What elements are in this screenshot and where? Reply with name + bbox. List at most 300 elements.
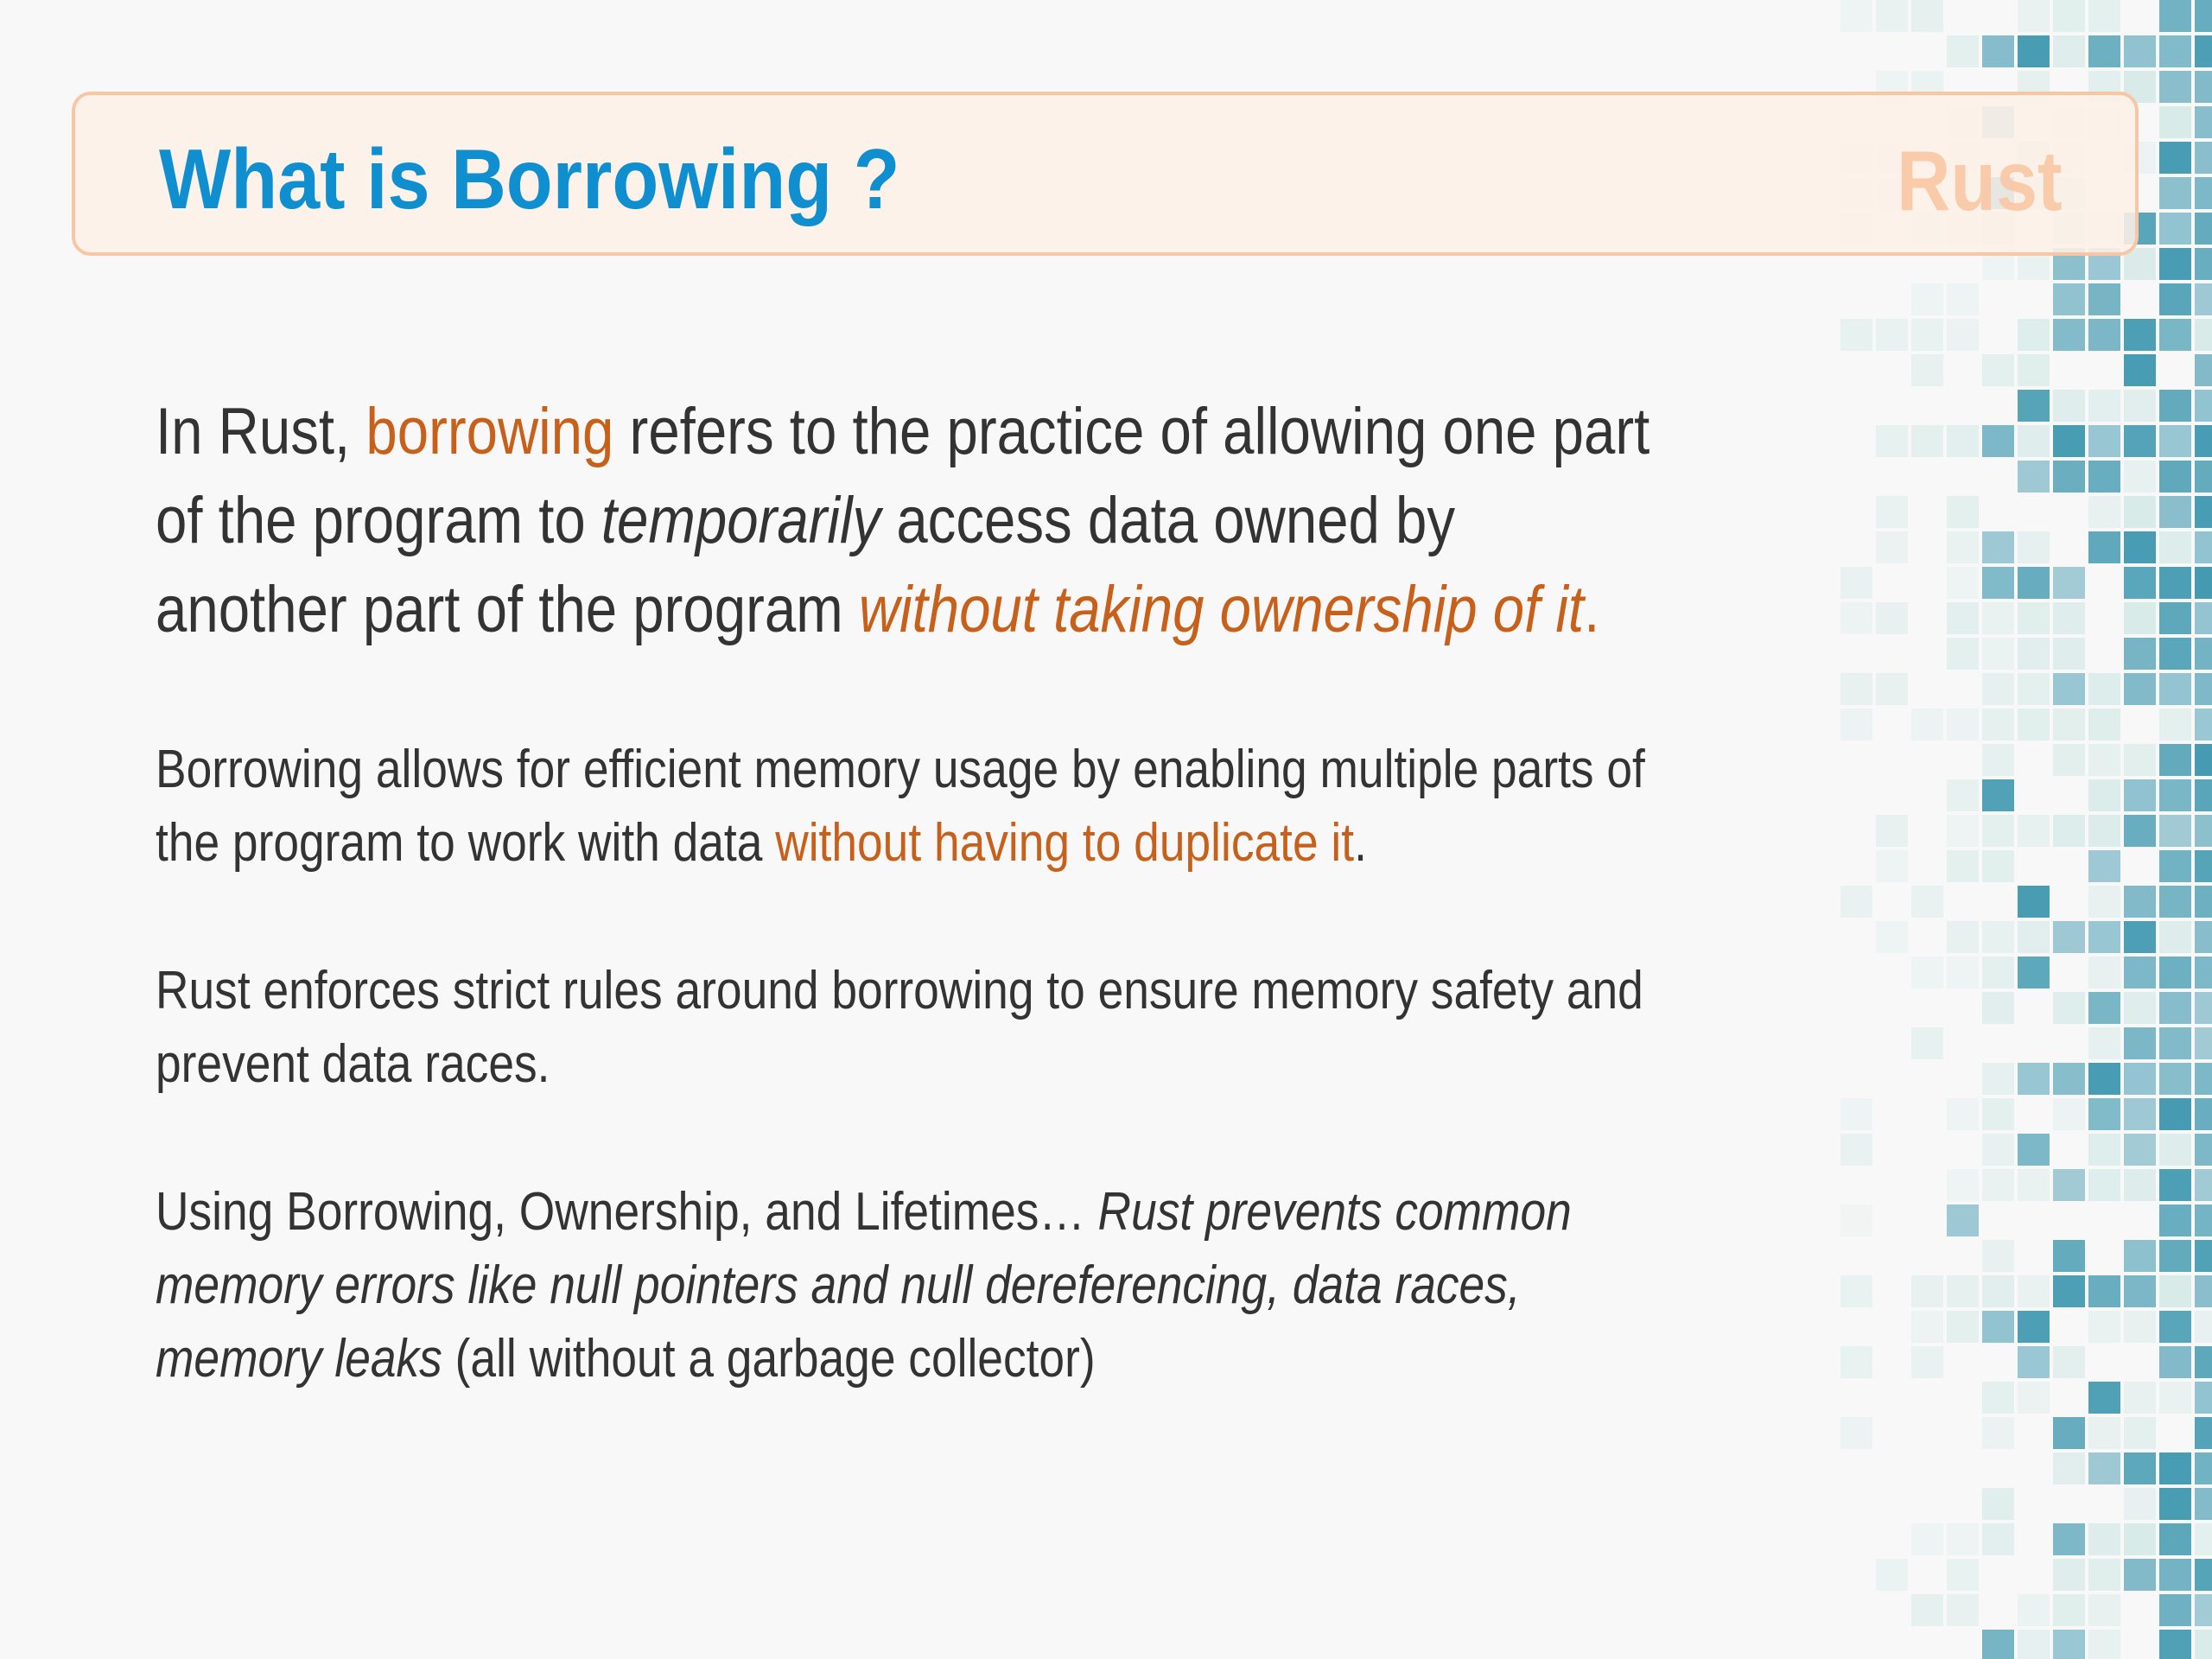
decorative-tile [2053,319,2085,351]
decorative-tile [2088,1417,2120,1449]
text-run: Borrowing allows for efficient memory usage by enabling multiple parts of the program to work with data [156,740,1645,873]
decorative-tile [2159,638,2191,670]
decorative-tile [1982,425,2014,457]
decorative-tile [2159,1240,2191,1272]
decorative-tile [2088,35,2120,67]
decorative-tile [2124,744,2156,776]
decorative-tile [2053,1098,2085,1130]
decorative-tile [1982,779,2014,811]
decorative-tile [1947,1311,1979,1343]
decorative-tile [2124,1240,2156,1272]
decorative-tile [2088,779,2120,811]
decorative-tile [2159,1134,2191,1166]
decorative-tile [1947,425,1979,457]
decorative-tile [1876,921,1908,953]
decorative-tile [1982,815,2014,847]
decorative-tile [2195,1311,2212,1343]
decorative-tile [2195,992,2212,1024]
decorative-tile [2124,1311,2156,1343]
decorative-tile [1982,354,2014,386]
decorative-tile [2159,1205,2191,1236]
decorative-tile [2195,709,2212,741]
decorative-tile [1911,283,1943,315]
decorative-tile [2195,886,2212,918]
decorative-tile [2159,461,2191,493]
decorative-tile [1840,1417,1872,1449]
decorative-tile [2088,1594,2120,1626]
decorative-tile [2195,106,2212,138]
text-run: refers to the practice of allowing one part of the program to [156,395,1650,557]
decorative-tile [2159,213,2191,245]
decorative-tile [2159,567,2191,599]
decorative-tile [1840,1205,1872,1236]
decorative-tile [2159,425,2191,457]
decorative-tile [2195,461,2212,493]
decorative-tile [1947,638,1979,670]
decorative-tile [2053,1523,2085,1555]
decorative-tile [2088,1063,2120,1095]
decorative-tile [2159,1346,2191,1378]
decorative-tile [1982,957,2014,988]
decorative-tile [2195,1205,2212,1236]
decorative-tile [2195,1523,2212,1555]
decorative-tile [1982,1311,2014,1343]
decorative-tile [2195,1452,2212,1484]
decorative-tile [2124,1382,2156,1414]
decorative-tile [1947,1594,1979,1626]
decorative-tile [2159,709,2191,741]
decorative-tile [2195,283,2212,315]
decorative-tile [2159,1063,2191,1095]
decorative-tile [2195,1169,2212,1201]
decorative-tile [1982,35,2014,67]
decorative-tile [2018,673,2050,705]
decorative-tile [2195,744,2212,776]
decorative-tile [2088,850,2120,882]
decorative-tile [1982,709,2014,741]
decorative-tile [2195,1382,2212,1414]
rust-watermark: Rust [1897,133,2063,228]
decorative-tile [1982,638,2014,670]
decorative-tile [2195,1346,2212,1378]
decorative-tile [2195,0,2212,32]
decorative-tile [2159,886,2191,918]
decorative-tile [1911,957,1943,988]
decorative-tile [2124,1169,2156,1201]
decorative-tile [2053,461,2085,493]
decorative-tile [2124,886,2156,918]
decorative-tile [2124,390,2156,422]
decorative-tile [2124,921,2156,953]
decorative-tile [2053,390,2085,422]
decorative-tile [1947,779,1979,811]
decorative-tile [2018,319,2050,351]
decorative-tile [2088,1134,2120,1166]
decorative-tile [2053,638,2085,670]
decorative-tile [1947,957,1979,988]
decorative-tile [2195,1488,2212,1520]
decorative-tile [2159,1452,2191,1484]
decorative-tile [1982,1488,2014,1520]
decorative-tile [1840,1275,1872,1307]
decorative-tile [2159,283,2191,315]
decorative-tile [2159,815,2191,847]
text-run: . [1354,813,1367,873]
decorative-tile [2159,673,2191,705]
decorative-tile [2159,1559,2191,1591]
decorative-tile [2053,602,2085,634]
decorative-tile [2053,1417,2085,1449]
decorative-tile [2195,602,2212,634]
decorative-tile [2159,1488,2191,1520]
decorative-tile [2124,602,2156,634]
decorative-tile [2088,1098,2120,1130]
decorative-tile [2195,1630,2212,1659]
decorative-tile [1947,567,1979,599]
decorative-tile [2124,815,2156,847]
decorative-tile [2088,1169,2120,1201]
decorative-tile [2088,496,2120,528]
decorative-tile [2195,1594,2212,1626]
decorative-tile [2195,1098,2212,1130]
decorative-tile [2018,354,2050,386]
decorative-tile [2124,779,2156,811]
decorative-tile [2088,1630,2120,1659]
paragraph-memory-errors [156,1175,1656,1395]
decorative-tile [2124,461,2156,493]
decorative-tile [2159,1098,2191,1130]
decorative-tile [2159,106,2191,138]
decorative-tile [1982,850,2014,882]
decorative-tile [2124,425,2156,457]
decorative-tile [2018,1630,2050,1659]
decorative-tile [1982,1063,2014,1095]
decorative-tile [2018,1169,2050,1201]
decorative-tile [2053,744,2085,776]
decorative-tile [1947,850,1979,882]
decorative-tile [1876,815,1908,847]
decorative-tile [2018,921,2050,953]
decorative-tile [2018,390,2050,422]
decorative-tile [2159,531,2191,563]
decorative-tile [2053,1346,2085,1378]
decorative-tile [1911,354,1943,386]
highlight-without-ownership: without taking ownership of it [858,573,1585,646]
decorative-tile [2195,319,2212,351]
decorative-tile [2124,638,2156,670]
decorative-tile [2195,921,2212,953]
decorative-tile [1947,815,1979,847]
emphasis-temporarily: temporarily [601,484,881,557]
decorative-tile [1876,0,1908,32]
decorative-tile [2195,1027,2212,1059]
decorative-tile [1982,1417,2014,1449]
decorative-tile [2195,425,2212,457]
decorative-tile [2195,248,2212,280]
decorative-tile [2159,1275,2191,1307]
decorative-tile [2195,815,2212,847]
decorative-tile [2088,1027,2120,1059]
decorative-tile [2195,1275,2212,1307]
decorative-tile [1982,567,2014,599]
text-run: (all without a garbage collector) [442,1329,1096,1389]
decorative-tile [2195,850,2212,882]
decorative-tile [1911,709,1943,741]
decorative-tile [2088,1559,2120,1591]
decorative-tile [1840,1098,1872,1130]
decorative-tile [2053,1452,2085,1484]
emphasis-prevents-errors: Rust prevents common memory errors like null pointers and null dereferencing, data races, memory leaks [156,1182,1572,1389]
decorative-tile [1982,1169,2014,1201]
decorative-tile [1947,319,1979,351]
decorative-tile [2195,142,2212,174]
decorative-tile [2053,1169,2085,1201]
decorative-tile [2124,1523,2156,1555]
decorative-tile [1840,673,1872,705]
decorative-tile [2053,35,2085,67]
decorative-tile [2159,1311,2191,1343]
decorative-tile [2195,496,2212,528]
decorative-tile [2159,957,2191,988]
decorative-tile [2053,0,2085,32]
decorative-tile [2018,638,2050,670]
decorative-tile [2053,283,2085,315]
decorative-tile [1982,1275,2014,1307]
decorative-tile [2088,886,2120,918]
decorative-tile [2159,0,2191,32]
decorative-tile [2124,319,2156,351]
period: . [1584,573,1600,646]
decorative-tile [2088,673,2120,705]
decorative-tile [2088,815,2120,847]
decorative-tile [1947,1559,1979,1591]
decorative-tile [2018,1311,2050,1343]
decorative-tile [1840,1134,1872,1166]
decorative-tile [1947,1169,1979,1201]
decorative-tile [1982,673,2014,705]
decorative-tile [2124,35,2156,67]
decorative-tile [1947,1523,1979,1555]
decorative-tile [2159,779,2191,811]
decorative-tile [1911,425,1943,457]
decorative-tile [2124,1098,2156,1130]
decorative-tile [2159,142,2191,174]
decorative-tile [2195,35,2212,67]
decorative-tile [2018,567,2050,599]
decorative-tile [2053,1275,2085,1307]
decorative-tile [1876,1559,1908,1591]
decorative-tile [2195,1063,2212,1095]
decorative-tile [2124,1027,2156,1059]
decorative-tile [2159,1027,2191,1059]
decorative-tile [2159,744,2191,776]
decorative-tile [1947,602,1979,634]
decorative-tile [2053,1063,2085,1095]
decorative-tile [2053,567,2085,599]
decorative-tile [2088,390,2120,422]
decorative-tile [2053,1594,2085,1626]
decorative-tile [1840,886,1872,918]
decorative-tile [2195,567,2212,599]
decorative-tile [2018,815,2050,847]
decorative-tile [2053,815,2085,847]
decorative-tile [2159,496,2191,528]
decorative-tile [1982,1630,2014,1659]
decorative-tile [2053,673,2085,705]
decorative-tile [2053,709,2085,741]
decorative-tile [1911,319,1943,351]
decorative-tile [1947,531,1979,563]
decorative-tile [1982,921,2014,953]
highlight-borrowing: borrowing [365,395,614,468]
decorative-tile [2195,390,2212,422]
decorative-tile [2018,1275,2050,1307]
decorative-tile [2159,850,2191,882]
decorative-tile [2018,957,2050,988]
decorative-tile [2088,1452,2120,1484]
decorative-tile [2159,319,2191,351]
decorative-tile [1982,1382,2014,1414]
decorative-tile [1840,709,1872,741]
decorative-tile [1911,1346,1943,1378]
decorative-tile [2053,921,2085,953]
text-run: Rust enforces strict rules around borrowing to ensure memory safety and prevent data races. [156,961,1643,1094]
decorative-tile [2124,1275,2156,1307]
decorative-tile [1947,35,1979,67]
decorative-tile [2088,425,2120,457]
decorative-tile [2195,1417,2212,1449]
decorative-tile [2088,744,2120,776]
decorative-tile [2195,1134,2212,1166]
decorative-tile [2018,602,2050,634]
decorative-tile [2018,35,2050,67]
decorative-tile [2018,1382,2050,1414]
decorative-tile [2088,992,2120,1024]
decorative-tile [1947,1275,1979,1307]
decorative-tile [2159,921,2191,953]
decorative-tile [2088,1311,2120,1343]
decorative-tile [2195,1559,2212,1591]
slide-body [156,387,1656,1395]
decorative-tile [2018,425,2050,457]
decorative-tile [2195,71,2212,103]
decorative-tile [2195,354,2212,386]
paragraph-efficient-memory [156,733,1656,880]
paragraph-strict-rules [156,954,1656,1101]
decorative-tile [2159,1169,2191,1201]
decorative-tile [2053,1240,2085,1272]
decorative-tile [1982,531,2014,563]
decorative-tile [2088,1382,2120,1414]
decorative-tile [1840,567,1872,599]
decorative-tile [2124,673,2156,705]
decorative-tile [2018,1594,2050,1626]
decorative-tile [1876,850,1908,882]
decorative-tile [2159,602,2191,634]
decorative-tile [2018,531,2050,563]
decorative-tile [2124,1063,2156,1095]
decorative-tile [1876,673,1908,705]
decorative-tile [1911,1027,1943,1059]
decorative-tile [1982,1098,2014,1130]
decorative-tile [1911,886,1943,918]
decorative-tile [2124,1559,2156,1591]
decorative-tile [1947,496,1979,528]
decorative-tile [1947,921,1979,953]
decorative-tile [1911,1311,1943,1343]
decorative-tile [2159,992,2191,1024]
decorative-tile [2018,1346,2050,1378]
decorative-tile [2124,1134,2156,1166]
decorative-tile [2159,390,2191,422]
decorative-tile [2018,0,2050,32]
decorative-tile [1840,1346,1872,1378]
decorative-tile [1947,1098,1979,1130]
decorative-tile [2018,886,2050,918]
decorative-tile [2053,1559,2085,1591]
text-run: In Rust, [156,395,366,468]
decorative-tile [1947,709,1979,741]
decorative-tile [2195,779,2212,811]
decorative-tile [1840,602,1872,634]
decorative-tile [2195,673,2212,705]
decorative-tile [1840,319,1872,351]
decorative-tile [1911,0,1943,32]
decorative-tile [2124,992,2156,1024]
decorative-tile [1876,425,1908,457]
decorative-tile [2124,567,2156,599]
decorative-tile [1876,496,1908,528]
decorative-tile [1982,1134,2014,1166]
decorative-tile [2195,177,2212,209]
decorative-tile [2195,531,2212,563]
text-run: Using Borrowing, Ownership, and Lifetimes… [156,1182,1098,1242]
decorative-tile [2088,283,2120,315]
decorative-tile [1911,1275,1943,1307]
decorative-tile [2124,531,2156,563]
decorative-tile [2124,496,2156,528]
decorative-tile [2088,957,2120,988]
decorative-tile [2159,35,2191,67]
decorative-tile [2088,1275,2120,1307]
decorative-tile [2018,709,2050,741]
decorative-tile [1982,1240,2014,1272]
decorative-tile [2124,1452,2156,1484]
decorative-tile [2195,638,2212,670]
slide-title: What is Borrowing ? [159,131,900,226]
highlight-no-duplicate: without having to duplicate it [775,813,1355,873]
paragraph-borrowing-definition [156,387,1656,654]
decorative-tile [1982,602,2014,634]
decorative-tile [2195,213,2212,245]
decorative-tile [2088,319,2120,351]
decorative-tile [1876,531,1908,563]
decorative-tile [1947,1205,1979,1236]
decorative-tile [2088,1523,2120,1555]
decorative-tile [2053,1630,2085,1659]
decorative-tile [2053,992,2085,1024]
decorative-tile [2018,1063,2050,1095]
decorative-tile [1947,283,1979,315]
decorative-tile [2124,354,2156,386]
decorative-tile [2088,531,2120,563]
decorative-tile [2053,425,2085,457]
decorative-tile [1876,602,1908,634]
decorative-tile [1911,1594,1943,1626]
decorative-tile [1982,1523,2014,1555]
decorative-tile [2088,921,2120,953]
decorative-tile [1911,1523,1943,1555]
